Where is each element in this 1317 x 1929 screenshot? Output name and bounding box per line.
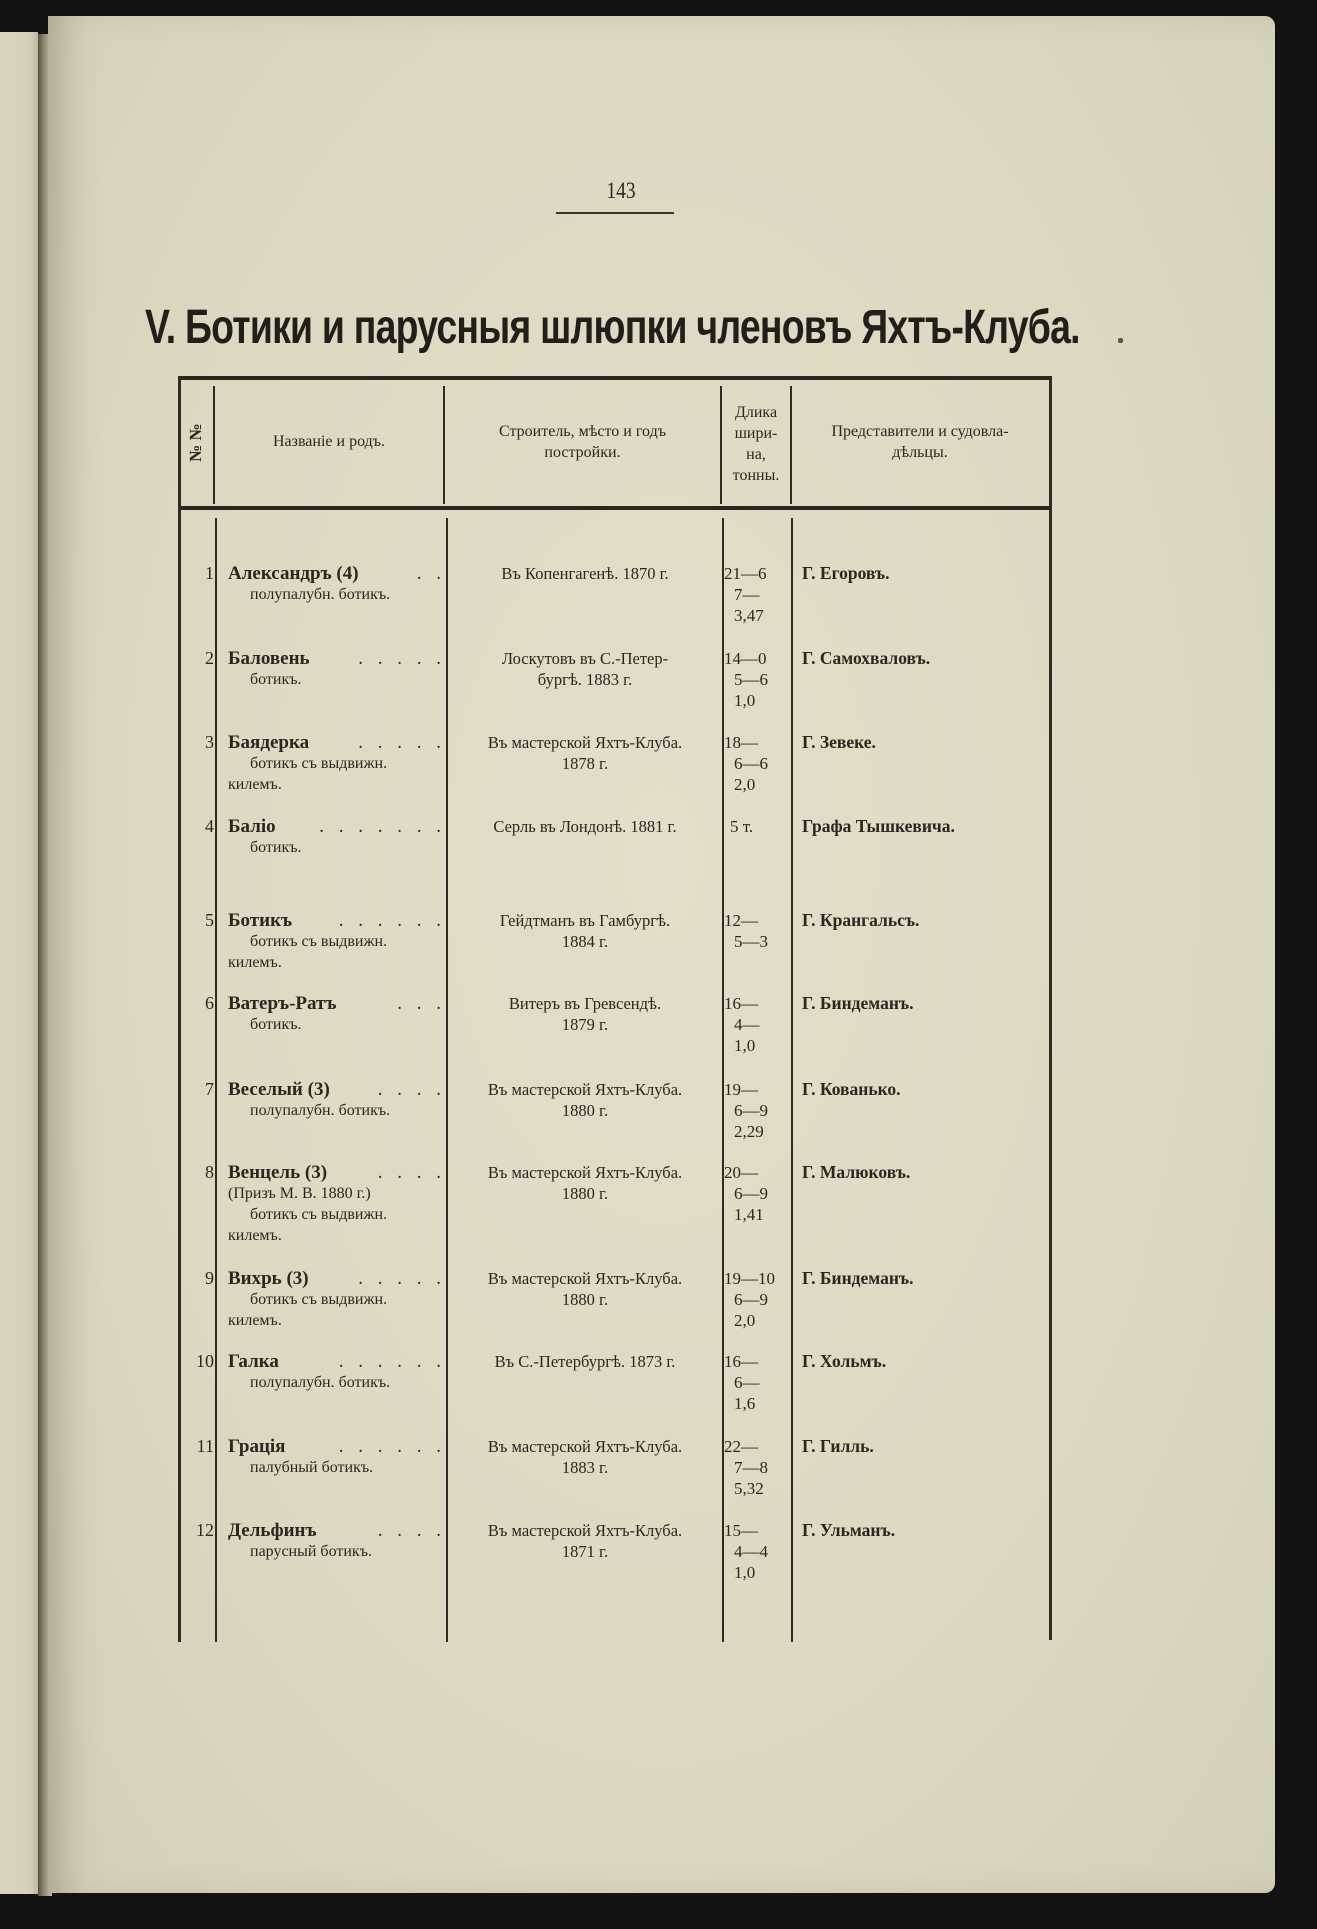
dot-leader: . . . . . bbox=[358, 1268, 446, 1289]
dimensions bbox=[724, 1520, 786, 1583]
header-owner-line1: Представители и судовла- bbox=[831, 423, 1009, 440]
width-value: 5—3 bbox=[734, 932, 768, 951]
header-dims-line4: тонны. bbox=[732, 467, 780, 484]
boat-type-line: килемъ. bbox=[228, 954, 282, 971]
row-number: 11 bbox=[196, 1436, 214, 1456]
builder-line: бургѣ. 1883 г. bbox=[537, 670, 633, 689]
boat-type bbox=[228, 1289, 446, 1331]
width-value: 7—8 bbox=[734, 1458, 768, 1477]
header-name: Названіе и родъ. bbox=[272, 433, 386, 450]
col-divider-dims-body bbox=[791, 518, 793, 1642]
page-number-underline bbox=[556, 212, 674, 214]
col-divider-name bbox=[443, 386, 445, 504]
length-value: 22— bbox=[724, 1437, 758, 1456]
boat-name-text: Вихрь (3) bbox=[228, 1268, 309, 1289]
boat-name bbox=[228, 1351, 446, 1372]
boat-name bbox=[228, 1520, 446, 1541]
tonnage-value: 1,6 bbox=[734, 1394, 756, 1413]
dimensions bbox=[724, 732, 786, 795]
dimensions bbox=[724, 1162, 786, 1225]
boat-name bbox=[228, 1079, 446, 1100]
boat-name bbox=[228, 563, 446, 584]
builder-place-year bbox=[452, 1162, 718, 1204]
boat-name-text: Баядерка bbox=[228, 732, 310, 753]
header-builder-line2: постройки. bbox=[544, 444, 621, 461]
boat-name-text: Баловень bbox=[228, 648, 310, 669]
boat-type-line: килемъ. bbox=[228, 1312, 282, 1329]
boat-type-line: ботикъ съ выдвижн. bbox=[250, 933, 388, 950]
boat-name-text: Галка bbox=[228, 1351, 279, 1372]
builder-place-year bbox=[452, 1436, 718, 1478]
header-owner bbox=[792, 421, 1048, 463]
builder-line: Серль въ Лондонѣ. 1881 г. bbox=[493, 817, 677, 836]
builder-line: Въ мастерской Яхтъ-Клуба. bbox=[487, 1521, 683, 1540]
boat-type bbox=[228, 1541, 446, 1562]
boat-type bbox=[228, 669, 446, 690]
dot-leader: . . . . bbox=[377, 1520, 446, 1541]
builder-line: 1880 г. bbox=[561, 1290, 609, 1309]
header-builder bbox=[446, 421, 719, 463]
tonnage-value: 1,0 bbox=[734, 1036, 756, 1055]
owner-name: Г. Егоровъ. bbox=[802, 563, 890, 583]
owner-name: Г. Крангальсъ. bbox=[802, 910, 920, 930]
width-value: 6—9 bbox=[734, 1184, 768, 1203]
header-dims-line2: шири- bbox=[734, 425, 778, 442]
length-value: 19— bbox=[724, 1080, 758, 1099]
width-value: 5—6 bbox=[734, 670, 768, 689]
builder-place-year bbox=[452, 993, 718, 1035]
builder-line: Въ мастерской Яхтъ-Клуба. bbox=[487, 1080, 683, 1099]
boat-type bbox=[228, 584, 446, 605]
row-number: 9 bbox=[205, 1268, 214, 1288]
header-dims bbox=[722, 402, 790, 486]
length-value: 16— bbox=[724, 994, 758, 1013]
boat-type-line: ботикъ. bbox=[250, 839, 302, 856]
header-number: № № bbox=[186, 423, 205, 462]
boat-name-text: Веселый (3) bbox=[228, 1079, 330, 1100]
row-number: 8 bbox=[205, 1162, 214, 1182]
boat-name bbox=[228, 1268, 446, 1289]
length-value: 14—0 bbox=[724, 649, 767, 668]
dot-leader: . . . . . bbox=[358, 648, 446, 669]
owner-name: Г. Хольмъ. bbox=[802, 1351, 887, 1371]
row-number: 5 bbox=[205, 910, 214, 930]
owner-name: Г. Кованько. bbox=[802, 1079, 901, 1099]
boat-name-text: Баліо bbox=[228, 816, 276, 837]
builder-place-year bbox=[452, 648, 718, 690]
boat-type-line: палубный ботикъ. bbox=[250, 1459, 374, 1476]
builder-place-year bbox=[452, 1520, 718, 1562]
owner-name: Г. Биндеманъ. bbox=[802, 1268, 914, 1288]
boat-type bbox=[228, 837, 446, 858]
boat-name bbox=[228, 816, 446, 837]
builder-line: Въ мастерской Яхтъ-Клуба. bbox=[487, 1437, 683, 1456]
boat-type-line: ботикъ съ выдвижн. bbox=[250, 755, 388, 772]
boat-name-text: Ватеръ-Ратъ bbox=[228, 993, 337, 1014]
header-bottom-rule bbox=[178, 506, 1052, 510]
dot-leader: . . . . . . . bbox=[319, 816, 446, 837]
header-owner-line2: дѣльцы. bbox=[892, 444, 948, 461]
boat-type bbox=[228, 1100, 446, 1121]
builder-line: 1880 г. bbox=[561, 1101, 609, 1120]
boat-name-text: Венцель (3) bbox=[228, 1162, 328, 1183]
builder-line: 1884 г. bbox=[561, 932, 609, 951]
owner-name: Г. Биндеманъ. bbox=[802, 993, 914, 1013]
dot-leader: . . bbox=[416, 563, 446, 584]
header-dims-line3: на, bbox=[746, 446, 766, 463]
row-number: 12 bbox=[196, 1520, 214, 1540]
boat-type-line: полупалубн. ботикъ. bbox=[250, 1374, 391, 1391]
boat-name bbox=[228, 993, 446, 1014]
builder-line: 1879 г. bbox=[561, 1015, 609, 1034]
boat-type bbox=[228, 1372, 446, 1393]
boat-type-line: ботикъ съ выдвижн. bbox=[250, 1291, 388, 1308]
table-top-rule bbox=[178, 376, 1052, 380]
boat-type-line: ботикъ съ выдвижн. bbox=[250, 1206, 388, 1223]
length-value: 5 т. bbox=[730, 817, 754, 836]
boat-type-line: ботикъ. bbox=[250, 671, 302, 688]
dimensions bbox=[724, 1351, 786, 1414]
boat-name-text: Александръ (4) bbox=[228, 563, 359, 584]
boat-type bbox=[228, 753, 446, 795]
tonnage-value: 2,0 bbox=[734, 1311, 756, 1330]
builder-line: 1883 г. bbox=[561, 1458, 609, 1477]
boat-type bbox=[228, 1457, 446, 1478]
owner-name: Г. Зевеке. bbox=[802, 732, 876, 752]
boat-type-line: (Призъ М. В. 1880 г.) bbox=[228, 1185, 371, 1202]
builder-line: Гейдтманъ въ Гамбургѣ. bbox=[499, 911, 671, 930]
boat-name bbox=[228, 648, 446, 669]
builder-place-year bbox=[452, 1351, 718, 1372]
dimensions bbox=[724, 1079, 786, 1142]
yacht-table bbox=[178, 376, 1052, 1642]
width-value: 6— bbox=[734, 1373, 760, 1392]
boat-type-line: ботикъ. bbox=[250, 1016, 302, 1033]
length-value: 21—6 bbox=[724, 564, 767, 583]
builder-line: 1880 г. bbox=[561, 1184, 609, 1203]
dot-leader: . . . . . . bbox=[338, 1436, 446, 1457]
page-number: 143 bbox=[606, 178, 636, 203]
owner-name: Г. Самохваловъ. bbox=[802, 648, 931, 668]
length-value: 20— bbox=[724, 1163, 758, 1182]
boat-name bbox=[228, 910, 446, 931]
builder-place-year bbox=[452, 563, 718, 584]
dot-leader: . . . . bbox=[377, 1079, 446, 1100]
dimensions bbox=[724, 563, 786, 626]
builder-place-year bbox=[452, 1268, 718, 1310]
boat-name-text: Грація bbox=[228, 1436, 286, 1457]
builder-line: 1871 г. bbox=[561, 1542, 609, 1561]
builder-place-year bbox=[452, 816, 718, 837]
dimensions bbox=[724, 910, 786, 952]
row-number: 2 bbox=[205, 648, 214, 668]
tonnage-value: 2,0 bbox=[734, 775, 756, 794]
boat-type-line: полупалубн. ботикъ. bbox=[250, 1102, 391, 1119]
row-number: 1 bbox=[205, 563, 214, 583]
length-value: 12— bbox=[724, 911, 758, 930]
col-divider-no bbox=[213, 386, 215, 504]
boat-type bbox=[228, 1183, 446, 1246]
previous-page-edge bbox=[0, 32, 38, 1894]
tonnage-value: 1,0 bbox=[734, 1563, 756, 1582]
width-value: 6—9 bbox=[734, 1101, 768, 1120]
tonnage-value: 5,32 bbox=[734, 1479, 764, 1498]
builder-line: Въ мастерской Яхтъ-Клуба. bbox=[487, 733, 683, 752]
builder-line: 1878 г. bbox=[561, 754, 609, 773]
row-number: 4 bbox=[205, 816, 214, 836]
length-value: 15— bbox=[724, 1521, 758, 1540]
boat-type-line: килемъ. bbox=[228, 1227, 282, 1244]
length-value: 16— bbox=[724, 1352, 758, 1371]
builder-line: Въ С.-Петербургѣ. 1873 г. bbox=[494, 1352, 676, 1371]
builder-place-year bbox=[452, 732, 718, 774]
tonnage-value: 1,0 bbox=[734, 691, 756, 710]
row-number: 3 bbox=[205, 732, 214, 752]
header-dims-line1: Длика bbox=[734, 404, 778, 421]
width-value: 6—6 bbox=[734, 754, 768, 773]
dot-leader: . . . . . bbox=[358, 732, 446, 753]
table-right-border bbox=[1049, 376, 1052, 1640]
col-divider-name-body bbox=[446, 518, 448, 1642]
row-number: 7 bbox=[205, 1079, 214, 1099]
boat-type bbox=[228, 931, 446, 973]
boat-name-text: Дельфинъ bbox=[228, 1520, 317, 1541]
ink-speck bbox=[1118, 338, 1123, 343]
width-value: 7— bbox=[734, 585, 760, 604]
builder-line: Витеръ въ Гревсендѣ. bbox=[508, 994, 662, 1013]
length-value: 18— bbox=[724, 733, 758, 752]
header-builder-line1: Строитель, мѣсто и годъ bbox=[499, 423, 666, 440]
owner-name: Г. Гилль. bbox=[802, 1436, 874, 1456]
dot-leader: . . . . . . bbox=[338, 910, 446, 931]
boat-type-line: парусный ботикъ. bbox=[250, 1543, 372, 1560]
width-value: 4— bbox=[734, 1015, 760, 1034]
width-value: 4—4 bbox=[734, 1542, 768, 1561]
boat-type-line: килемъ. bbox=[228, 776, 282, 793]
builder-line: Въ мастерской Яхтъ-Клуба. bbox=[487, 1163, 683, 1182]
length-value: 19—10 bbox=[724, 1269, 775, 1288]
dimensions bbox=[724, 648, 786, 711]
owner-name: Г. Малюковъ. bbox=[802, 1162, 911, 1182]
boat-name bbox=[228, 732, 446, 753]
dot-leader: . . . . . . bbox=[338, 1351, 446, 1372]
dot-leader: . . . bbox=[397, 993, 446, 1014]
dot-leader: . . . . bbox=[377, 1162, 446, 1183]
boat-type bbox=[228, 1014, 446, 1035]
builder-place-year bbox=[452, 1079, 718, 1121]
row-number: 6 bbox=[205, 993, 214, 1013]
builder-line: Лоскутовъ въ С.-Петер- bbox=[501, 649, 669, 668]
boat-name bbox=[228, 1436, 446, 1457]
builder-place-year bbox=[452, 910, 718, 952]
dimensions bbox=[724, 1436, 786, 1499]
tonnage-value: 3,47 bbox=[734, 606, 764, 625]
section-title: V. Ботики и парусныя шлюпки членовъ Яхтъ-Клуба. bbox=[145, 301, 1080, 354]
owner-name: Г. Ульманъ. bbox=[802, 1520, 896, 1540]
boat-name-text: Ботикъ bbox=[228, 910, 293, 931]
boat-name bbox=[228, 1162, 446, 1183]
width-value: 6—9 bbox=[734, 1290, 768, 1309]
builder-line: Въ Копенгагенѣ. 1870 г. bbox=[501, 564, 669, 583]
row-number: 10 bbox=[196, 1351, 214, 1371]
tonnage-value: 1,41 bbox=[734, 1205, 764, 1224]
col-divider-no-body bbox=[215, 518, 217, 1642]
owner-name: Графа Тышкевича. bbox=[802, 816, 955, 836]
dimensions bbox=[724, 816, 786, 837]
tonnage-value: 2,29 bbox=[734, 1122, 764, 1141]
dimensions bbox=[724, 993, 786, 1056]
boat-type-line: полупалубн. ботикъ. bbox=[250, 586, 391, 603]
dimensions bbox=[724, 1268, 786, 1331]
builder-line: Въ мастерской Яхтъ-Клуба. bbox=[487, 1269, 683, 1288]
